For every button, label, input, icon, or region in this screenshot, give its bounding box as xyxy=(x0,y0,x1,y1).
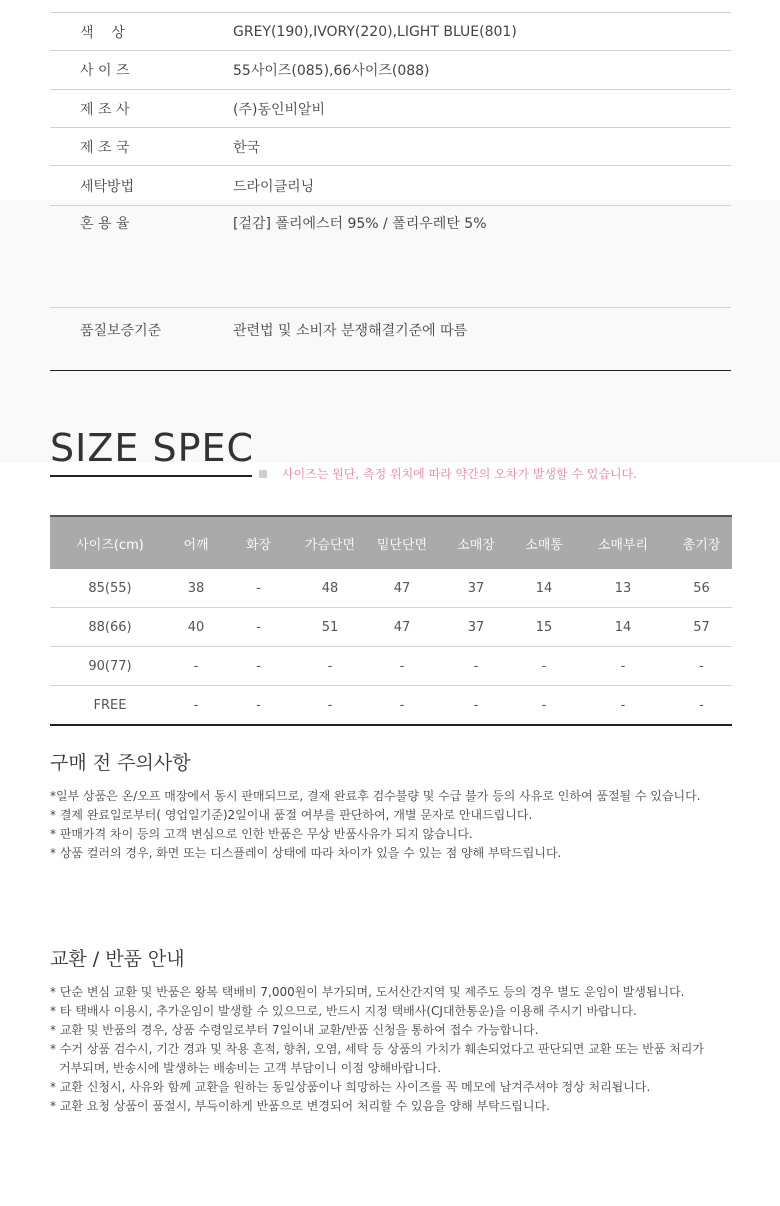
table-cell: 40 xyxy=(170,608,222,647)
purchase-notice-list xyxy=(50,787,750,863)
info-row-country xyxy=(50,127,731,165)
info-value: 드라이클리닝 xyxy=(233,178,315,195)
table-cell: - xyxy=(365,686,439,726)
product-info-table xyxy=(50,12,731,371)
info-row-manufacturer xyxy=(50,89,731,127)
table-cell: - xyxy=(575,686,671,726)
table-cell: 14 xyxy=(575,608,671,647)
info-value: 55사이즈(085),66사이즈(088) xyxy=(233,63,430,79)
info-label: 세탁방법 xyxy=(80,178,135,195)
list-item: * 교환 신청시, 사유와 함께 교환을 원하는 동일상품이나 희망하는 사이즈를 꼭 메모에 남겨주셔야 정상 처리됩니다. xyxy=(50,1080,651,1094)
table-cell: 13 xyxy=(575,569,671,608)
table-cell: 38 xyxy=(170,569,222,608)
table-cell: - xyxy=(439,686,513,726)
info-label: 사 이 즈 xyxy=(80,63,130,79)
exchange-notice-title: 교환 / 반품 안내 xyxy=(50,948,185,970)
size-spec-note: 사이즈는 원단, 측정 위치에 따라 약간의 오차가 발생할 수 있습니다. xyxy=(282,467,637,481)
size-spec-header-row xyxy=(50,516,732,569)
table-cell: - xyxy=(513,686,575,726)
table-cell: 48 xyxy=(295,569,365,608)
info-value: 관련법 및 소비자 분쟁해결기준에 따름 xyxy=(233,323,468,339)
table-cell: - xyxy=(439,647,513,686)
table-cell: - xyxy=(295,686,365,726)
table-cell: 56 xyxy=(671,569,732,608)
table-cell: 57 xyxy=(671,608,732,647)
table-cell: 51 xyxy=(295,608,365,647)
info-value: (주)동인비알비 xyxy=(233,101,326,118)
table-cell: 14 xyxy=(513,569,575,608)
table-cell: - xyxy=(575,647,671,686)
list-item: 거부되며, 반송시에 발생하는 배송비는 고객 부담이니 이점 양해바랍니다. xyxy=(59,1061,442,1075)
purchase-notice-title: 구매 전 주의사항 xyxy=(50,752,191,774)
info-label: 색 상 xyxy=(80,24,125,41)
table-cell: 37 xyxy=(439,608,513,647)
list-item: * 단순 변심 교환 및 반품은 왕복 택배비 7,000원이 부가되며, 도서산간지역 및 제주도 등의 경우 별도 운임이 발생됩니다. xyxy=(50,985,685,999)
table-cell: - xyxy=(513,647,575,686)
table-cell: FREE xyxy=(50,686,170,726)
table-cell: 37 xyxy=(439,569,513,608)
info-row-warranty xyxy=(50,307,731,370)
size-spec-underline xyxy=(50,475,252,477)
info-value: [겉감] 폴리에스터 95% / 폴리우레탄 5% xyxy=(233,216,487,232)
table-cell: - xyxy=(295,647,365,686)
header-cell: 사이즈(cm) xyxy=(50,516,170,569)
table-row xyxy=(50,647,732,686)
table-cell: - xyxy=(170,647,222,686)
list-item: * 수거 상품 검수시, 기간 경과 및 착용 흔적, 향취, 오염, 세탁 등 상품의 가치가 훼손되었다고 판단되면 교환 또는 반품 처리가 xyxy=(50,1042,704,1056)
size-spec-table xyxy=(50,515,732,726)
exchange-notice-list xyxy=(50,983,750,1116)
table-row xyxy=(50,608,732,647)
table-row xyxy=(50,686,732,726)
note-bullet-icon xyxy=(259,470,267,478)
table-cell: - xyxy=(170,686,222,726)
list-item: * 교환 요청 상품이 품절시, 부득이하게 반품으로 변경되어 처리할 수 있음을 양해 부탁드립니다. xyxy=(50,1099,550,1113)
header-cell: 밑단단면 xyxy=(365,516,439,569)
table-cell: 90(77) xyxy=(50,647,170,686)
list-item: * 판매가격 차이 등의 고객 변심으로 인한 반품은 무상 반품사유가 되지 않습니다. xyxy=(50,827,473,841)
header-cell: 어깨 xyxy=(170,516,222,569)
header-cell: 소매부리 xyxy=(575,516,671,569)
info-row-washing xyxy=(50,165,731,205)
table-cell: 47 xyxy=(365,608,439,647)
info-value: GREY(190),IVORY(220),LIGHT BLUE(801) xyxy=(233,23,517,40)
info-label: 제 조 국 xyxy=(80,139,130,156)
info-label: 제 조 사 xyxy=(80,101,130,118)
header-cell: 총기장 xyxy=(671,516,732,569)
table-cell: - xyxy=(222,686,295,726)
info-value: 한국 xyxy=(233,139,261,156)
list-item: * 교환 및 반품의 경우, 상품 수령일로부터 7일이내 교환/반품 신청을 통하여 접수 가능합니다. xyxy=(50,1023,539,1037)
table-cell: 15 xyxy=(513,608,575,647)
info-row-color xyxy=(50,12,731,50)
info-label: 품질보증기준 xyxy=(80,323,162,339)
table-cell: - xyxy=(222,608,295,647)
table-cell: - xyxy=(671,686,732,726)
table-cell: 47 xyxy=(365,569,439,608)
table-cell: - xyxy=(671,647,732,686)
info-row-size xyxy=(50,50,731,89)
info-label: 혼 용 율 xyxy=(80,216,130,232)
header-cell: 소매장 xyxy=(439,516,513,569)
list-item: *일부 상품은 온/오프 매장에서 동시 판매되므로, 결재 완료후 검수불량 및 수급 불가 등의 사유로 인하여 품절될 수 있습니다. xyxy=(50,789,701,803)
info-row-composition xyxy=(50,205,731,307)
table-cell: 85(55) xyxy=(50,569,170,608)
header-cell: 가슴단면 xyxy=(295,516,365,569)
table-row xyxy=(50,569,732,608)
table-cell: - xyxy=(222,569,295,608)
header-cell: 소매통 xyxy=(513,516,575,569)
table-cell: - xyxy=(365,647,439,686)
table-cell: - xyxy=(222,647,295,686)
list-item: * 상품 컬러의 경우, 화면 또는 디스플레이 상태에 따라 차이가 있을 수 있는 점 양해 부탁드립니다. xyxy=(50,846,562,860)
table-cell: 88(66) xyxy=(50,608,170,647)
list-item: * 결제 완료일로부터( 영업일기준)2일이내 품절 여부를 판단하여, 개별 문자로 안내드립니다. xyxy=(50,808,533,822)
size-spec-title: SIZE SPEC xyxy=(50,426,255,470)
header-cell: 화장 xyxy=(222,516,295,569)
list-item: * 타 택배사 이용시, 추가운임이 발생할 수 있으므로, 반드시 지정 택배사(CJ대한통운)을 이용해 주시기 바랍니다. xyxy=(50,1004,637,1018)
info-bottom-rule xyxy=(50,370,731,371)
